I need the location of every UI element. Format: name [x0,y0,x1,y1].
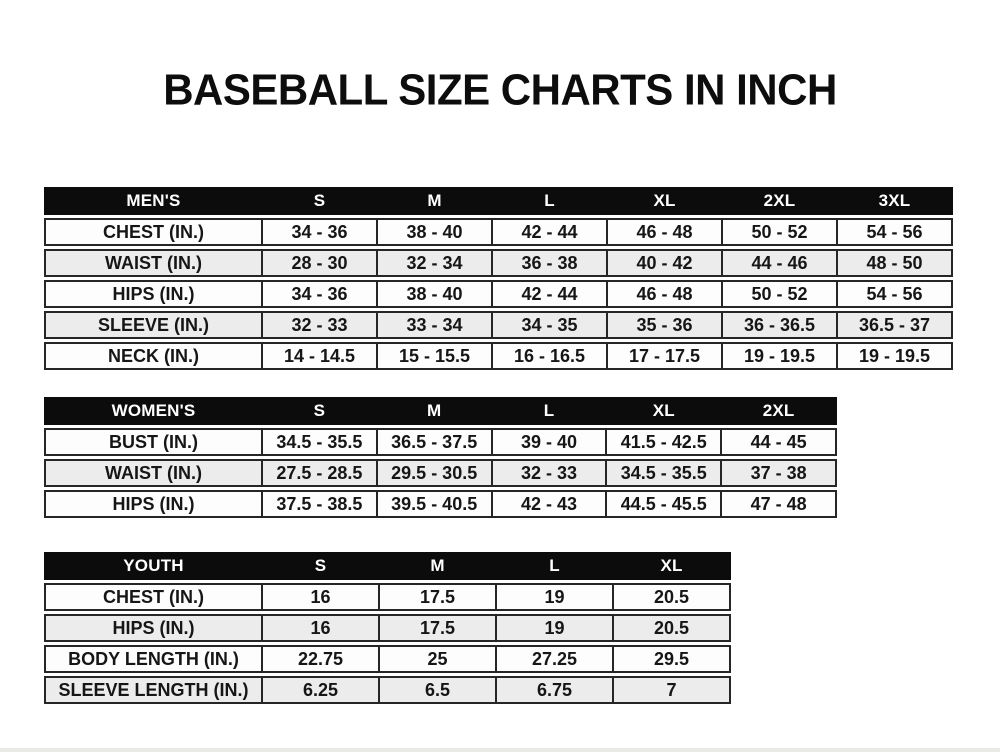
measurement-value-cell: 17.5 [380,614,497,642]
measurement-row [44,249,953,277]
measurement-value-cell: 42 - 44 [493,218,608,246]
size-column-header: 2XL [723,187,838,215]
size-column-header: S [263,552,380,580]
measurement-value-cell: 7 [614,676,731,704]
measurement-row [44,342,953,370]
measurement-row [44,218,953,246]
measurement-value-cell: 15 - 15.5 [378,342,493,370]
measurement-label-cell: HIPS (IN.) [44,490,263,518]
measurement-value-cell: 19 [497,614,614,642]
measurement-value-cell: 42 - 43 [493,490,608,518]
measurement-value-cell: 34.5 - 35.5 [607,459,722,487]
measurement-value-cell: 16 [263,583,380,611]
measurement-value-cell: 50 - 52 [723,218,838,246]
measurement-value-cell: 28 - 30 [263,249,378,277]
measurement-label-cell: HIPS (IN.) [44,614,263,642]
measurement-value-cell: 34 - 36 [263,280,378,308]
size-column-header: L [493,187,608,215]
measurement-value-cell: 29.5 [614,645,731,673]
measurement-row [44,645,731,673]
measurement-value-cell: 32 - 33 [493,459,608,487]
measurement-value-cell: 33 - 34 [378,311,493,339]
size-column-header: M [380,552,497,580]
measurement-value-cell: 41.5 - 42.5 [607,428,722,456]
measurement-label-cell: CHEST (IN.) [44,583,263,611]
measurement-value-cell: 39.5 - 40.5 [378,490,493,518]
measurement-value-cell: 6.5 [380,676,497,704]
measurement-value-cell: 42 - 44 [493,280,608,308]
measurement-value-cell: 36 - 36.5 [723,311,838,339]
measurement-row [44,583,731,611]
measurement-value-cell: 39 - 40 [493,428,608,456]
measurement-value-cell: 54 - 56 [838,218,953,246]
measurement-value-cell: 44 - 46 [723,249,838,277]
youth-size-table [44,549,731,707]
measurement-value-cell: 20.5 [614,583,731,611]
measurement-value-cell: 17.5 [380,583,497,611]
measurement-value-cell: 20.5 [614,614,731,642]
page-title: BASEBALL SIZE CHARTS IN INCH [163,65,837,114]
womens-size-table [44,394,837,521]
measurement-value-cell: 44.5 - 45.5 [607,490,722,518]
measurement-value-cell: 32 - 34 [378,249,493,277]
measurement-value-cell: 46 - 48 [608,280,723,308]
size-column-header: XL [607,397,722,425]
measurement-row [44,459,837,487]
measurement-label-cell: SLEEVE LENGTH (IN.) [44,676,263,704]
table-title-cell: MEN'S [44,187,263,215]
measurement-value-cell: 35 - 36 [608,311,723,339]
measurement-value-cell: 29.5 - 30.5 [378,459,493,487]
measurement-value-cell: 46 - 48 [608,218,723,246]
measurement-label-cell: CHEST (IN.) [44,218,263,246]
measurement-value-cell: 40 - 42 [608,249,723,277]
measurement-value-cell: 47 - 48 [722,490,837,518]
measurement-value-cell: 19 - 19.5 [723,342,838,370]
size-column-header: 2XL [722,397,837,425]
measurement-row [44,614,731,642]
bottom-edge-artifact [0,748,1000,752]
measurement-value-cell: 22.75 [263,645,380,673]
measurement-value-cell: 14 - 14.5 [263,342,378,370]
measurement-value-cell: 19 - 19.5 [838,342,953,370]
measurement-value-cell: 6.75 [497,676,614,704]
size-column-header: M [378,187,493,215]
size-column-header: 3XL [838,187,953,215]
measurement-label-cell: NECK (IN.) [44,342,263,370]
measurement-label-cell: HIPS (IN.) [44,280,263,308]
size-column-header: XL [608,187,723,215]
measurement-value-cell: 25 [380,645,497,673]
measurement-row [44,311,953,339]
mens-size-table [44,184,953,373]
measurement-row [44,280,953,308]
measurement-value-cell: 37.5 - 38.5 [263,490,378,518]
measurement-label-cell: WAIST (IN.) [44,459,263,487]
measurement-value-cell: 38 - 40 [378,218,493,246]
measurement-value-cell: 54 - 56 [838,280,953,308]
measurement-value-cell: 34.5 - 35.5 [263,428,378,456]
measurement-value-cell: 16 - 16.5 [493,342,608,370]
measurement-value-cell: 36 - 38 [493,249,608,277]
table-title-cell: YOUTH [44,552,263,580]
measurement-value-cell: 17 - 17.5 [608,342,723,370]
size-column-header: XL [614,552,731,580]
measurement-value-cell: 50 - 52 [723,280,838,308]
measurement-value-cell: 34 - 36 [263,218,378,246]
size-column-header: L [493,397,608,425]
measurement-value-cell: 36.5 - 37.5 [378,428,493,456]
measurement-label-cell: BODY LENGTH (IN.) [44,645,263,673]
measurement-value-cell: 36.5 - 37 [838,311,953,339]
size-column-header: L [497,552,614,580]
measurement-value-cell: 27.5 - 28.5 [263,459,378,487]
size-table-header-row [44,397,837,425]
size-column-header: M [378,397,493,425]
size-table-header-row [44,187,953,215]
size-column-header: S [263,187,378,215]
measurement-value-cell: 38 - 40 [378,280,493,308]
measurement-value-cell: 19 [497,583,614,611]
measurement-row [44,490,837,518]
size-column-header: S [263,397,378,425]
size-table-header-row [44,552,731,580]
measurement-value-cell: 44 - 45 [722,428,837,456]
measurement-label-cell: BUST (IN.) [44,428,263,456]
measurement-value-cell: 37 - 38 [722,459,837,487]
measurement-value-cell: 6.25 [263,676,380,704]
measurement-row [44,676,731,704]
measurement-value-cell: 32 - 33 [263,311,378,339]
measurement-value-cell: 48 - 50 [838,249,953,277]
measurement-row [44,428,837,456]
measurement-label-cell: WAIST (IN.) [44,249,263,277]
measurement-value-cell: 34 - 35 [493,311,608,339]
measurement-value-cell: 27.25 [497,645,614,673]
table-title-cell: WOMEN'S [44,397,263,425]
measurement-value-cell: 16 [263,614,380,642]
measurement-label-cell: SLEEVE (IN.) [44,311,263,339]
